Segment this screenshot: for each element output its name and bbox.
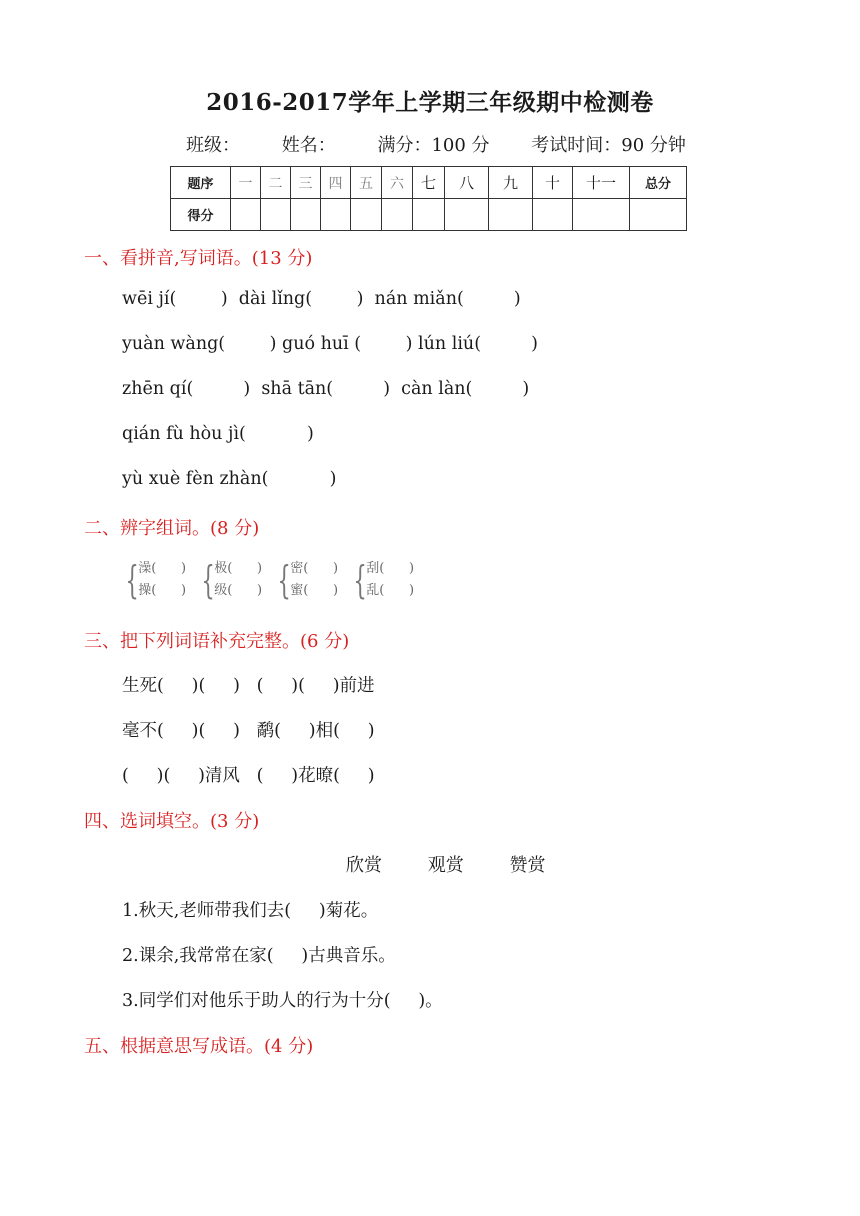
score-cell (231, 199, 261, 231)
char-pair-top: 刮( ) (366, 561, 415, 576)
score-label: 得分 (171, 199, 231, 231)
section-3-heading: 三、把下列词语补充完整。(6 分) (84, 631, 350, 652)
score-cell (261, 199, 291, 231)
score-cell (291, 199, 321, 231)
word-option: 赞赏 (509, 855, 546, 876)
fill-blank-line: 1.秋天,老师带我们去( )菊花。 (122, 901, 379, 921)
score-cell (573, 199, 630, 231)
char-pair-bottom: 乱( ) (366, 583, 415, 598)
col-header: 三 (291, 167, 321, 199)
char-pair-top: 密( ) (290, 561, 339, 576)
col-header: 五 (351, 167, 382, 199)
score-table (170, 166, 687, 231)
char-pair-top: 澡( ) (138, 561, 187, 576)
score-cell (445, 199, 489, 231)
char-pair-group (120, 558, 186, 602)
brace-icon: { (353, 558, 367, 602)
brace-icon: { (201, 558, 215, 602)
col-header: 七 (413, 167, 445, 199)
brace-icon: { (277, 558, 291, 602)
char-pair-bottom: 级( ) (214, 583, 263, 598)
section-5-heading: 五、根据意思写成语。(4 分) (84, 1036, 314, 1057)
score-cell (321, 199, 351, 231)
col-header: 一 (231, 167, 261, 199)
char-pair-group (196, 558, 262, 602)
word-option: 观赏 (427, 855, 464, 876)
col-header: 二 (261, 167, 291, 199)
full-score-label: 满分：100 分 (377, 135, 490, 156)
pinyin-line: zhēn qí( ) shā tān( ) càn làn( ) (122, 379, 530, 399)
exam-info (186, 131, 686, 157)
pinyin-line: qián fù hòu jì( ) (122, 424, 314, 444)
col-header: 四 (321, 167, 351, 199)
col-header: 十 (533, 167, 573, 199)
score-cell (413, 199, 445, 231)
col-header: 八 (445, 167, 489, 199)
char-pair-group (348, 558, 414, 602)
exam-time-label: 考试时间：90 分钟 (531, 135, 686, 156)
score-cell (489, 199, 533, 231)
total-label: 总分 (630, 167, 687, 199)
class-label: 班级： (186, 135, 240, 156)
char-pair-bottom: 操( ) (138, 583, 187, 598)
score-cell (351, 199, 382, 231)
col-header: 九 (489, 167, 533, 199)
idiom-line: 毫不( )( ) 鹬( )相( ) (122, 721, 375, 741)
score-cell (382, 199, 413, 231)
char-pair-group (272, 558, 338, 602)
name-label: 姓名： (281, 135, 336, 156)
score-cell (533, 199, 573, 231)
idiom-line: 生死( )( ) ( )( )前进 (122, 676, 375, 696)
score-table-score-row (171, 199, 687, 231)
fill-blank-line: 3.同学们对他乐于助人的行为十分( )。 (122, 991, 443, 1011)
char-pair-top: 极( ) (214, 561, 263, 576)
col-header: 六 (382, 167, 413, 199)
question-number-label: 题序 (171, 167, 231, 199)
fill-blank-line: 2.课余,我常常在家( )古典音乐。 (122, 946, 396, 966)
char-pair-bottom: 蜜( ) (290, 583, 339, 598)
section-4-heading: 四、选词填空。(3 分) (84, 811, 260, 832)
section-2-heading: 二、辨字组词。(8 分) (84, 518, 260, 539)
word-option: 欣赏 (346, 855, 382, 876)
idiom-line: ( )( )清风 ( )花暸( ) (122, 766, 375, 786)
pinyin-line: yuàn wàng( ) guó huī ( ) lún liú( ) (122, 334, 538, 354)
page-title: 2016-2017学年上学期三年级期中检测卷 (206, 89, 654, 116)
col-header: 十一 (573, 167, 630, 199)
section-1-heading: 一、看拼音,写词语。(13 分) (84, 248, 313, 269)
brace-icon: { (125, 558, 139, 602)
word-bank (346, 851, 585, 877)
pinyin-line: yù xuè fèn zhàn( ) (122, 469, 337, 489)
pinyin-line: wēi jí( ) dài lǐng( ) nán miǎn( ) (122, 289, 521, 309)
score-table-header-row (171, 167, 687, 199)
total-score-cell (630, 199, 687, 231)
